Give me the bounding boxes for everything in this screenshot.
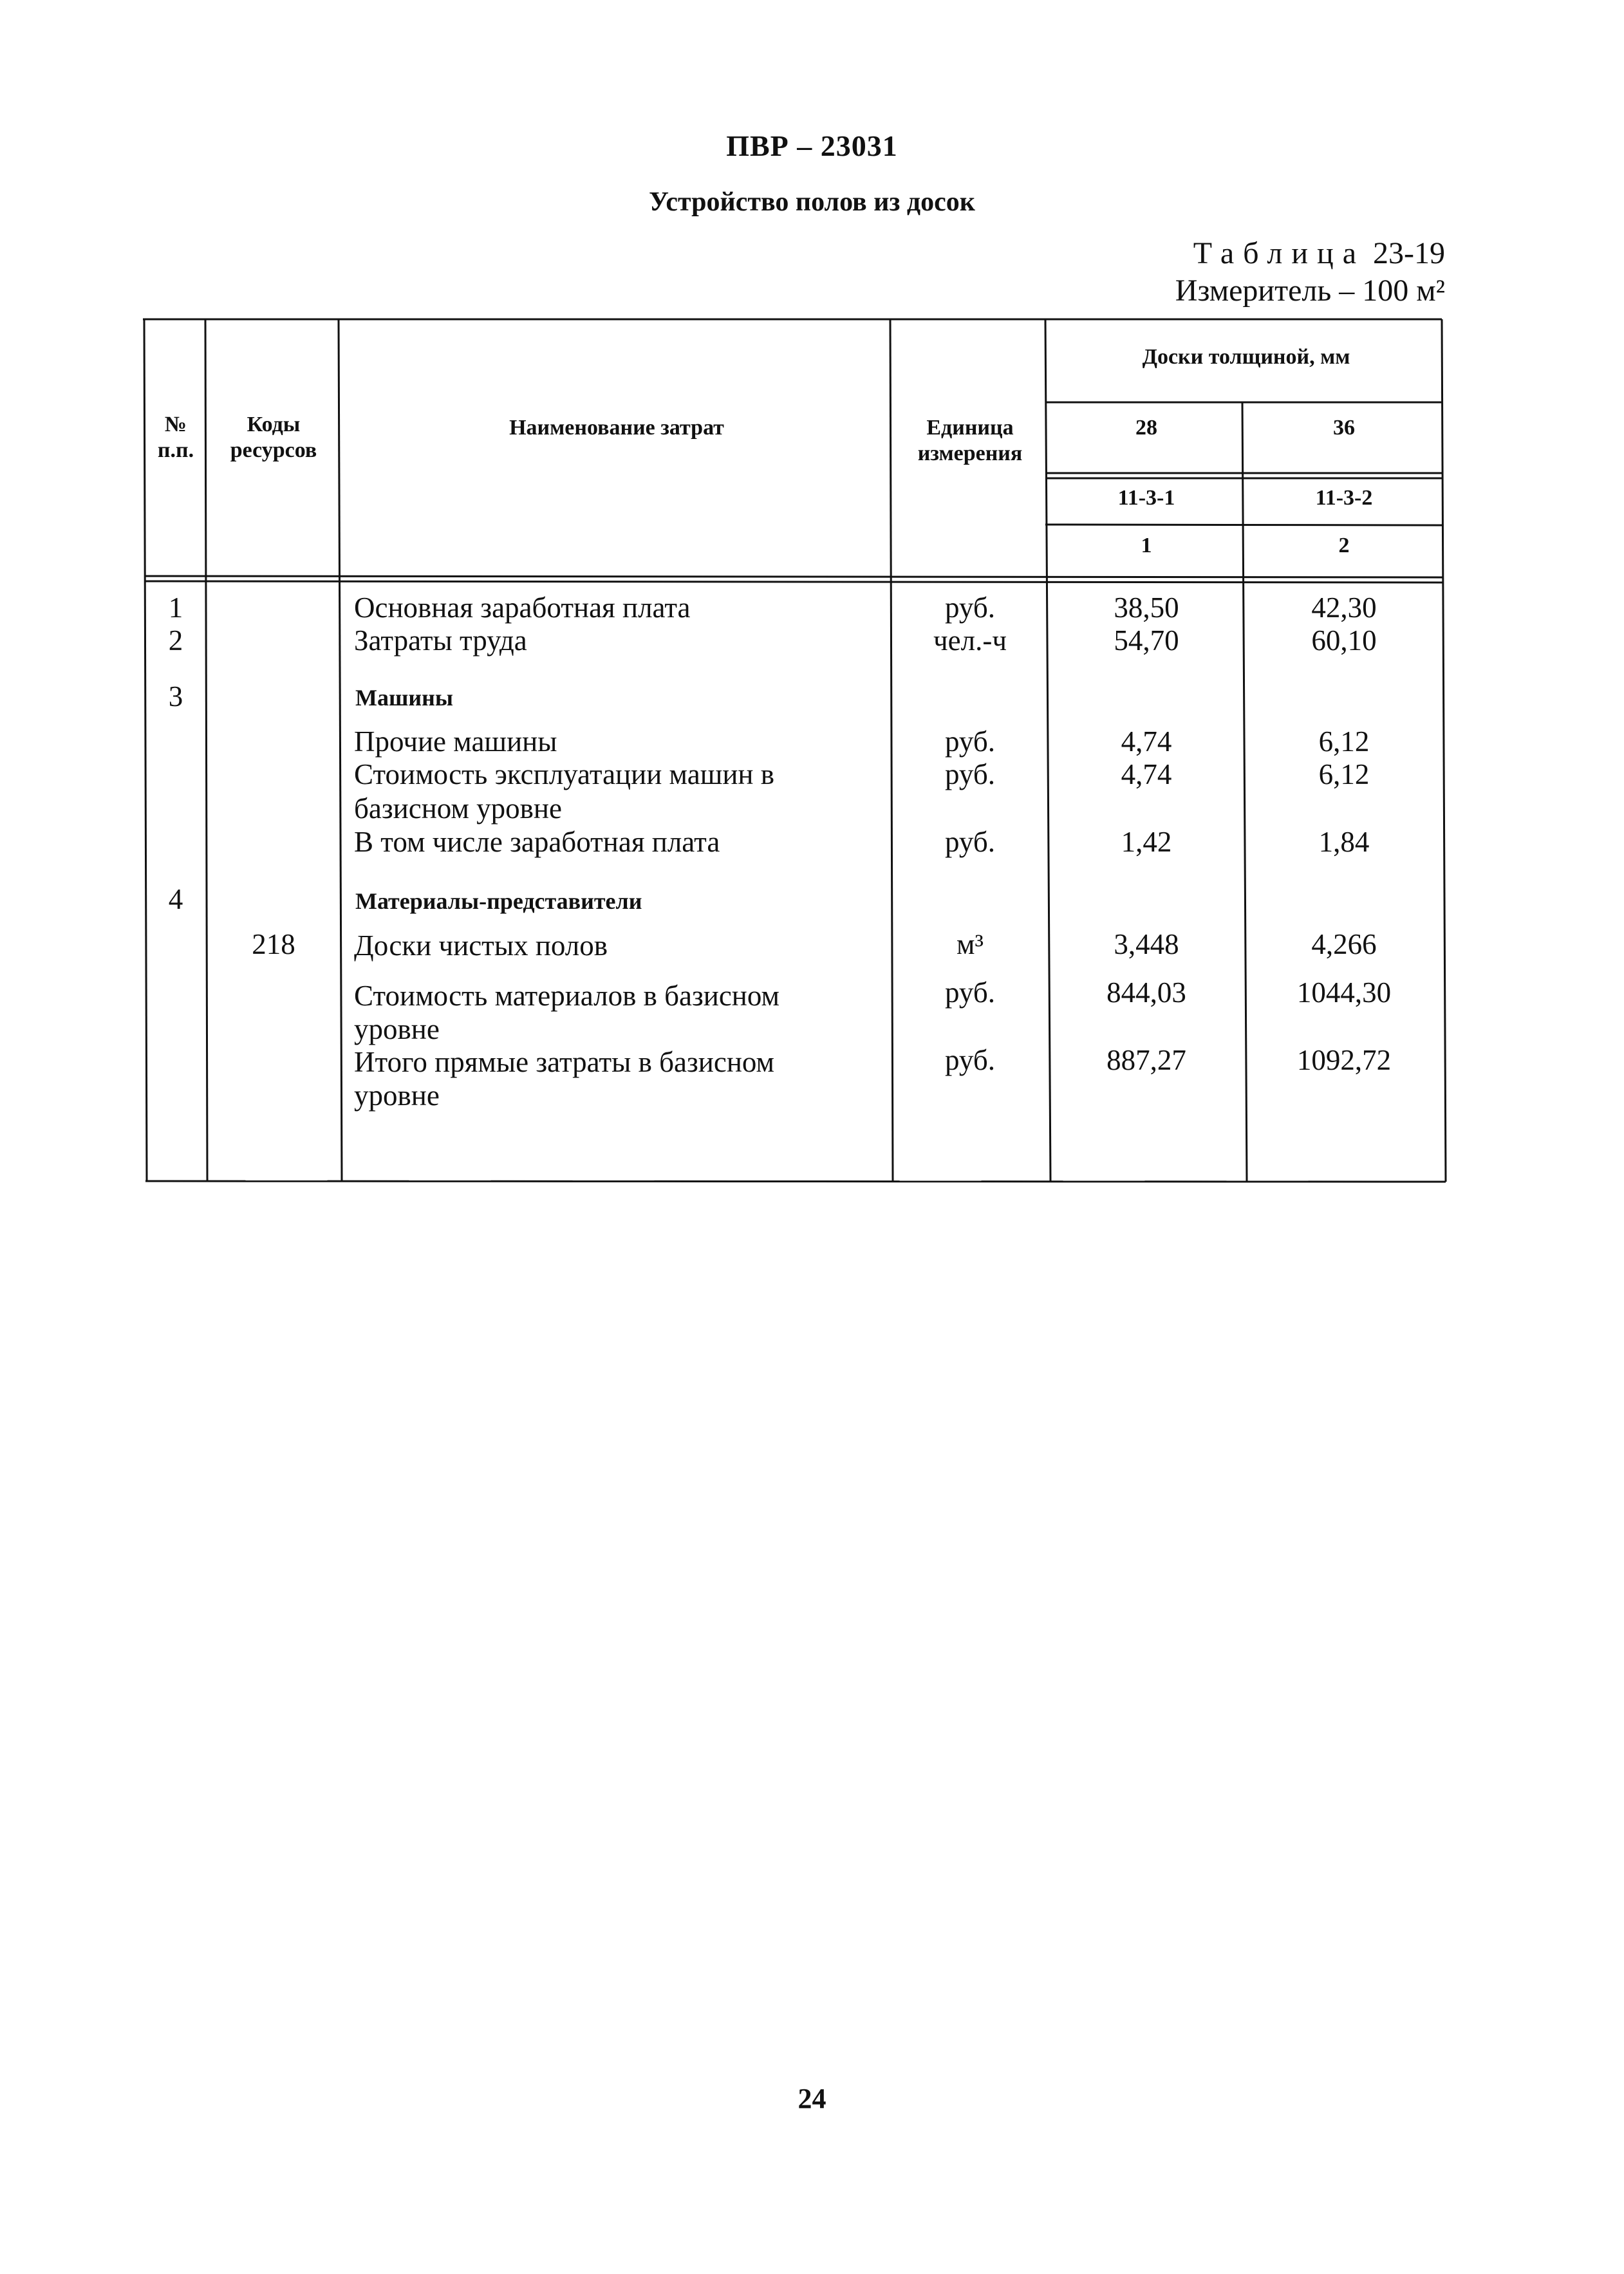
row-value-1: 4,74 [1121,758,1172,790]
row-value-2: 4,266 [1311,928,1377,960]
row-name: Доски чистых полов [354,929,608,962]
row-name-continued: базисном уровне [354,792,562,825]
row-value-1: 3,448 [1114,928,1179,960]
doc-title: Устройство полов из досок [649,187,975,217]
row-unit: руб. [945,976,995,1009]
row-value-2: 1044,30 [1296,976,1392,1009]
row-unit: чел.-ч [933,624,1007,657]
header-name: Наименование затрат [509,416,724,440]
row-name: Основная заработная плата [354,592,691,624]
row-value-1: 4,74 [1121,725,1172,758]
table-number: 23-19 [1373,236,1445,270]
section-heading: Машины [355,685,453,711]
row-unit: руб. [945,1044,995,1076]
row-name-continued: уровне [354,1079,440,1112]
row-name: Стоимость эксплуатации машин в [354,758,775,790]
row-value-1: 54,70 [1114,624,1179,657]
row-name: Итого прямые затраты в базисном [354,1046,775,1078]
row-code: 218 [252,928,295,960]
row-value-1: 1,42 [1121,826,1172,858]
row-value-2: 1,84 [1318,826,1370,858]
row-name: Затраты труда [354,624,527,657]
header-thickness-28: 28 [1135,416,1157,440]
row-value-2: 6,12 [1318,725,1370,758]
row-unit: руб. [945,592,995,624]
row-value-2: 42,30 [1311,592,1377,624]
row-value-2: 60,10 [1311,624,1377,657]
page-number: 24 [798,2083,826,2114]
header-col-number-1: 1 [1141,534,1152,557]
header-norm-code-2: 11-3-2 [1315,486,1373,510]
row-unit: руб. [945,725,995,758]
row-value-2: 1092,72 [1296,1044,1392,1076]
header-group: Доски толщиной, мм [1142,345,1350,369]
header-num: № п.п. [157,413,194,462]
row-num: 1 [168,592,183,624]
row-num: 4 [168,883,183,915]
row-value-2: 6,12 [1318,758,1370,790]
row-value-1: 38,50 [1114,592,1179,624]
row-name: Прочие машины [354,725,557,758]
header-unit: Единица измерения [917,416,1023,465]
doc-code: ПВР – 23031 [726,129,898,162]
row-name: В том числе заработная плата [354,826,720,858]
header-norm-code-1: 11-3-1 [1117,486,1175,510]
row-num: 2 [168,624,183,657]
row-num: 3 [168,680,183,713]
row-name: Стоимость материалов в базисном [354,980,780,1012]
row-name-continued: уровне [354,1013,440,1045]
row-value-1: 887,27 [1106,1044,1186,1076]
section-heading: Материалы-представители [355,888,642,914]
table-label: Таблица [1193,236,1366,270]
measure-unit: Измеритель – 100 м² [1175,274,1445,308]
header-col-number-2: 2 [1338,534,1350,557]
row-value-1: 844,03 [1106,976,1186,1009]
row-unit: руб. [945,758,995,790]
header-thickness-36: 36 [1333,416,1355,440]
row-unit: руб. [945,826,995,858]
header-codes: Коды ресурсов [230,413,317,462]
row-unit: м³ [957,928,984,960]
